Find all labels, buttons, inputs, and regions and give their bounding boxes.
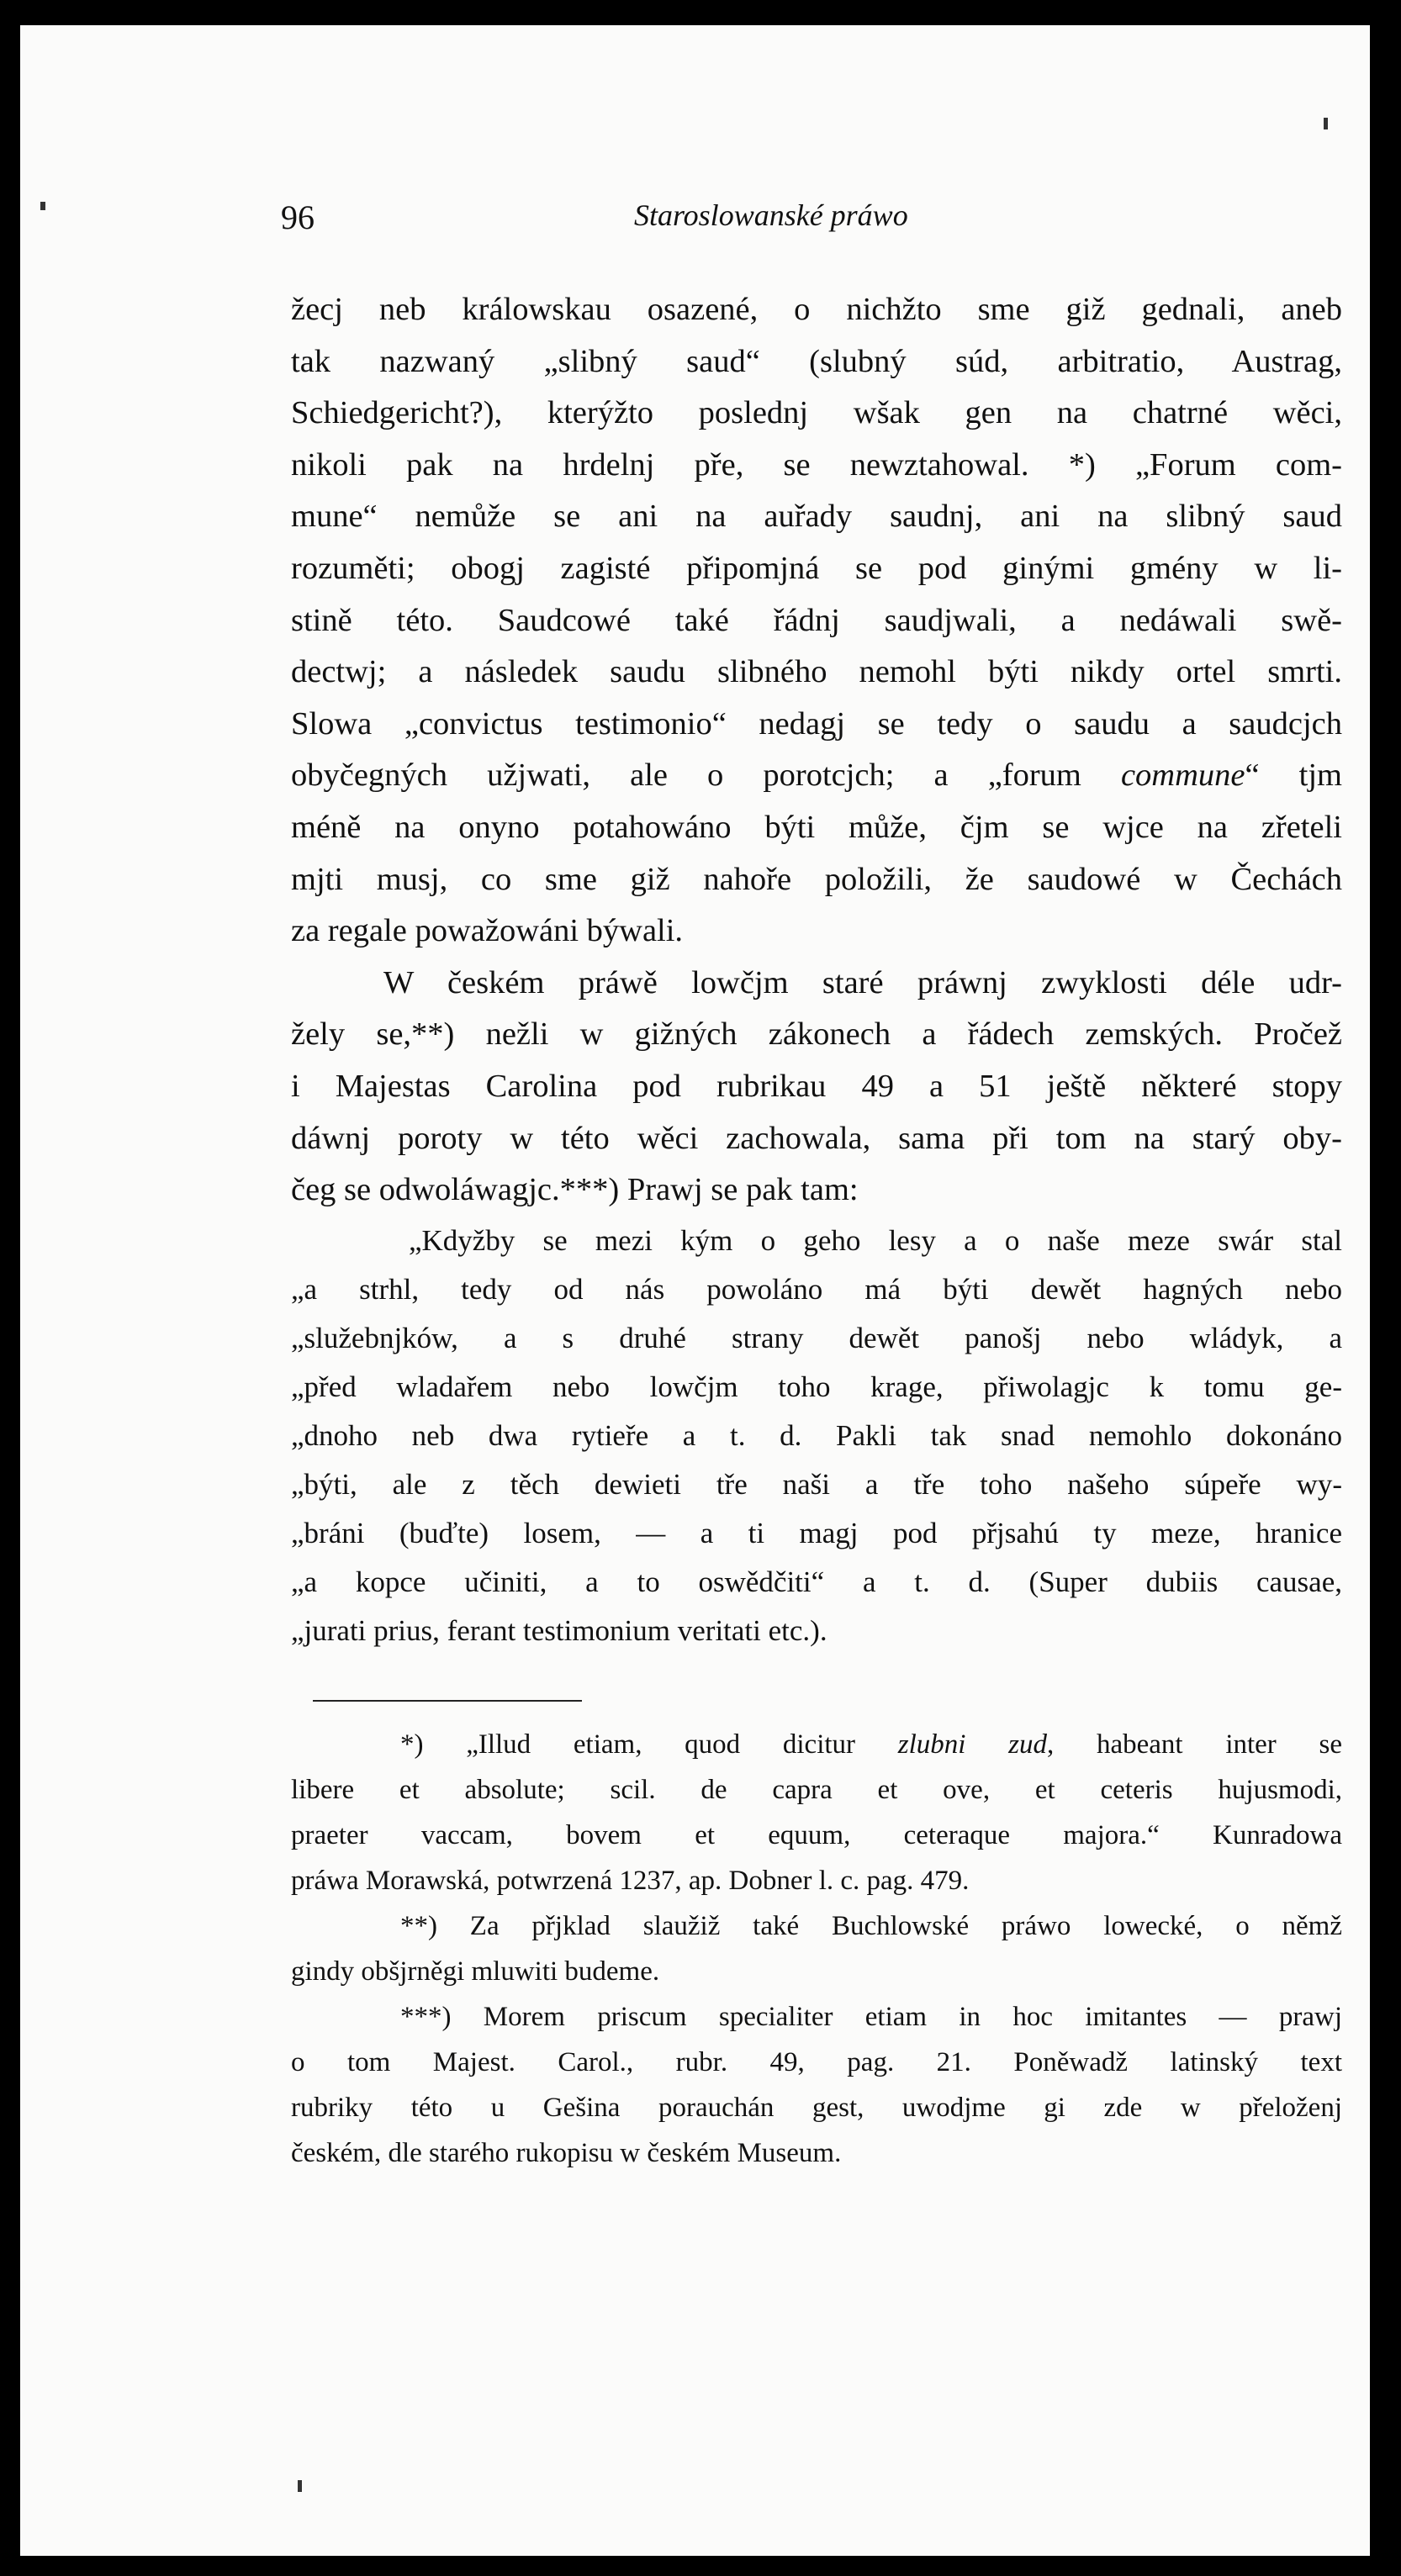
text-fragment: obyčegných užjwati, ale o porotcjch; a „forum: [291, 757, 1121, 794]
quote-line: „služebnjków, a s druhé strany dewět panošj nebo wládyk, a: [291, 1321, 1342, 1354]
quote-line: „a strhl, tedy od nás powoláno má býti dewět hagných nebo: [291, 1272, 1342, 1306]
text-line-with-italic: [291, 750, 1342, 802]
page-header: [281, 198, 1235, 248]
footnote-divider: [313, 1700, 582, 1702]
footnote-2: [291, 1903, 1342, 1994]
text-line: žely se,**) nežli w gižných zákonech a řádech zemských. Pročež: [291, 1016, 1342, 1053]
text-line: i Majestas Carolina pod rubrikau 49 a 51 ještě některé stopy: [291, 1068, 1342, 1104]
paragraph-1: [291, 284, 1342, 958]
book-page: [20, 25, 1370, 2556]
footnote-line-with-italic: [291, 1722, 1342, 1767]
text-line: méně na onyno potahowáno býti může, čjm se wjce na zřeteli: [291, 809, 1342, 845]
footnote-line: rubriky této u Gešina porauchán gest, uwodjme gi zde w přeloženj: [291, 2093, 1342, 2123]
text-line: stině této. Saudcowé také řádnj saudjwali, a nedáwali swě-: [291, 602, 1342, 638]
text-fragment: *) „Illud etiam, quod dicitur: [400, 1729, 898, 1760]
quote-line: „jurati prius, ferant testimonium veritati etc.).: [291, 1613, 827, 1647]
text-line: mjti musj, co sme giž nahoře položili, že saudowé w Čechách: [291, 861, 1342, 897]
italic-word: commune: [1120, 757, 1245, 794]
footnote-3: [291, 1994, 1342, 2176]
quoted-passage: [291, 1217, 1342, 1655]
text-line: rozuměti; obogj zagisté připomjná se pod ginými gmény w li-: [291, 550, 1342, 586]
quote-line: „bráni (buďte) losem, — a ti magj pod přjsahú ty meze, hranice: [291, 1516, 1342, 1549]
footnote-line: gindy obšjrněgi mluwiti budeme.: [291, 1956, 660, 1987]
text-fragment: “ tjm: [1245, 757, 1342, 794]
scan-speck: [40, 202, 45, 210]
text-line: tak nazwaný „slibný saud“ (slubný súd, arbitratio, Austrag,: [291, 343, 1342, 379]
footnote-line: českém, dle starého rukopisu w českém Museum.: [291, 2138, 842, 2168]
text-line: dáwnj poroty w této wěci zachowala, sama při tom na starý oby-: [291, 1120, 1342, 1156]
quote-line: „býti, ale z těch dewieti tře naši a tře toho našeho súpeře wy-: [291, 1467, 1342, 1501]
footnotes: [291, 1722, 1342, 2176]
quote-line: „Kdyžby se mezi kým o geho lesy a o naše meze swár stal: [409, 1223, 1342, 1257]
running-title: Staroslowanské práwo: [634, 198, 908, 232]
footnote-1: [291, 1722, 1342, 1903]
footnote-line: libere et absolute; scil. de capra et ove, et ceteris hujusmodi,: [291, 1775, 1342, 1805]
text-line: mune“ nemůže se ani na auřady saudnj, ani na slibný saud: [291, 499, 1342, 535]
scan-speck: [1324, 118, 1328, 129]
text-line: Schiedgericht?), kterýžto poslednj wšak gen na chatrné wěci,: [291, 395, 1342, 431]
paragraph-2: [291, 958, 1342, 1217]
text-line: dectwj; a následek saudu slibného nemohl býti nikdy ortel smrti.: [291, 654, 1342, 690]
text-line: nikoli pak na hrdelnj pře, se newztahowal. *) „Forum com-: [291, 446, 1342, 483]
footnote-line: o tom Majest. Carol., rubr. 49, pag. 21. Poněwadž latinský text: [291, 2047, 1342, 2077]
footnote-line: ***) Morem priscum specialiter etiam in hoc imitantes — prawj: [400, 2002, 1342, 2032]
footnote-line: **) Za přjklad slaužiž také Buchlowské práwo lowecké, o němž: [400, 1911, 1342, 1941]
text-fragment: , habeant inter se: [1047, 1729, 1342, 1760]
quote-line: „dnoho neb dwa rytieře a t. d. Pakli tak snad nemohlo dokonáno: [291, 1418, 1342, 1452]
quote-line: „před wladařem nebo lowčjm toho krage, přiwolagjc k tomu ge-: [291, 1370, 1342, 1403]
text-line: žecj neb králowskau osazené, o nichžto sme giž gednali, aneb: [291, 292, 1342, 327]
italic-word: zlubni zud: [897, 1729, 1048, 1760]
main-text: [291, 284, 1342, 1655]
footnote-line: práwa Morawská, potwrzená 1237, ap. Dobner l. c. pag. 479.: [291, 1866, 970, 1896]
text-line: W českém práwě lowčjm staré práwnj zwyklosti déle udr-: [383, 964, 1342, 1000]
footnote-line: praeter vaccam, bovem et equum, ceteraque majora.“ Kunradowa: [291, 1820, 1342, 1850]
text-line: čeg se odwoláwagjc.***) Prawj se pak tam:: [291, 1172, 859, 1208]
text-line: Slowa „convictus testimonio“ nedagj se tedy o saudu a saudcjch: [291, 705, 1342, 742]
text-line: za regale powažowáni býwali.: [291, 913, 684, 949]
page-number: 96: [281, 198, 315, 236]
quote-line: „a kopce učiniti, a to oswědčiti“ a t. d. (Super dubiis causae,: [291, 1565, 1342, 1598]
scan-speck: [298, 2480, 302, 2492]
